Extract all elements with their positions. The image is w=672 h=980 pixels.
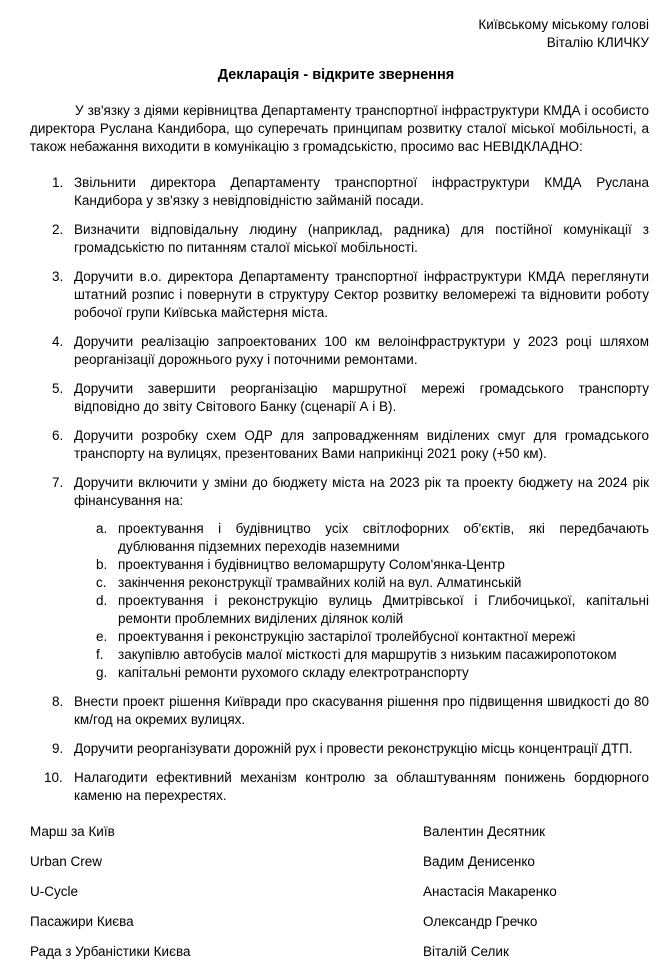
sublist-item [74,646,649,664]
list-item [30,333,649,369]
signatory-row [30,913,649,943]
signatory-person: Віталій Селик [423,944,509,959]
sub-text: проектування і реконструкцію застарілої тролейбусної контактної мережі [118,629,576,644]
item-number: 1. [52,175,64,190]
item-text: Налагодити ефективний механізм контролю за облаштуванням понижень бордюрного каменю на перехрестях. [74,770,649,803]
signatory-person: Валентин Десятник [423,824,546,839]
sub-letter: b. [96,557,108,572]
sub-text: проектування і будівництво веломаршруту Солом'янка-Центр [118,557,505,572]
sub-text: закінчення реконструкції трамвайних колій на вул. Алматинській [118,575,522,590]
demands-list [30,174,649,816]
sub-text: проектування і будівництво усіх світлофорних об'єктів, які передбачають дублювання підземних переходів наземними [118,521,649,554]
item-number: 6. [52,428,64,443]
signatory-person: Олександр Гречко [423,914,538,929]
addressee-line: Київському міському голові [478,17,649,32]
sublist-item [74,556,649,574]
signatory-org: Рада з Урбаністики Києва [30,944,191,959]
sub-letter: e. [96,629,108,644]
sub-text: закупівлю автобусів малої місткості для маршрутів з низьким пасажиропотоком [118,647,617,662]
signatory-person: Вадим Денисенко [423,854,535,869]
sub-text: капітальні ремонти рухомого складу електротранспорту [118,665,469,680]
signatory-org: Пасажири Києва [30,914,134,929]
signatory-row [30,883,649,913]
item-number: 8. [52,694,64,709]
document-title: Декларація - відкрите звернення [217,67,455,83]
list-item [30,380,649,416]
signatory-org: U-Cycle [30,884,79,899]
item-number: 2. [52,222,64,237]
sub-letter: a. [96,521,108,536]
signatory-person: Анастасія Макаренко [423,884,557,899]
sub-letter: g. [96,665,108,680]
sub-letter: f. [96,647,104,662]
item-text: Внести проект рішення Київради про скасування рішення про підвищення швидкості до 80 км/год на окремих вулицях. [74,694,649,727]
sublist-item [74,520,649,556]
item-text: Доручити завершити реорганізацію маршрутної мережі громадського транспорту відповідно до звіту Світового Банку (сценарії А і В). [74,381,649,414]
item-text: Визначити відповідальну людину (наприклад, радника) для постійної комунікації з громадськістю по питанням сталої міської мобільності. [74,222,649,255]
item-number: 5. [52,381,64,396]
item-number: 3. [52,269,64,284]
item-number: 9. [52,741,64,756]
list-item [30,427,649,463]
list-item [30,693,649,729]
sub-text: проектування і реконструкцію вулиць Дмитрівської і Глибочицької, капітальні ремонти проблемних виділених ділянок колій [118,593,649,626]
signatories-block [30,823,649,973]
signatory-row [30,853,649,883]
signatory-org: Urban Crew [30,854,103,869]
sublist-item [74,628,649,646]
item-text: Доручити включити у зміни до бюджету міста на 2023 рік та проекту бюджету на 2024 рік фінансування на: [74,475,649,508]
signatory-org: Марш за Київ [30,824,115,839]
addressee-block [478,16,649,52]
sublist-item [74,592,649,628]
list-item [30,474,649,682]
item-text: Доручити реалізацію запроектованих 100 км велоінфраструктури у 2023 році шляхом реорганізації дорожнього руху і поточними ремонтами. [74,334,649,367]
item-text: Доручити розробку схем ОДР для запровадженням виділених смуг для громадського транспорту на вулицях, презентованих Вами наприкінці 2021 року (+50 км). [74,428,649,461]
item-number: 7. [52,475,64,490]
sub-letter: c. [96,575,107,590]
item-text: Доручити в.о. директора Департаменту транспортної інфраструктури КМДА переглянути штатний розпис і повернути в структуру Сектор розвитку веломережі та відновити роботу робочої групи Київська майстерня міста. [74,269,649,320]
list-item [30,221,649,257]
signatory-row [30,943,649,973]
addressee-name: Віталію КЛИЧКУ [546,35,649,50]
item-number: 4. [52,334,64,349]
item-text: Звільнити директора Департаменту транспортної інфраструктури КМДА Руслана Кандибора у зв'язку з невідповідністю займаній посади. [74,175,649,208]
list-item [30,174,649,210]
list-item [30,740,649,758]
sub-letter: d. [96,593,108,608]
item-number: 10. [44,770,63,785]
budget-sublist [74,520,649,682]
intro-paragraph: У зв'язку з діями керівництва Департаменту транспортної інфраструктури КМДА і особисто директора Руслана Кандибора, що суперечать принципам розвитку сталої міської мобільності, а також небажання виходити в комунікацію з громадськістю, просимо вас НЕВІДКЛАДНО: [30,103,649,154]
list-item [30,268,649,322]
sublist-item [74,574,649,592]
item-text: Доручити реорганізувати дорожній рух і провести реконструкцію місць концентрації ДТП. [74,741,633,756]
sublist-item [74,664,649,682]
signatory-row [30,823,649,853]
list-item [30,769,649,805]
